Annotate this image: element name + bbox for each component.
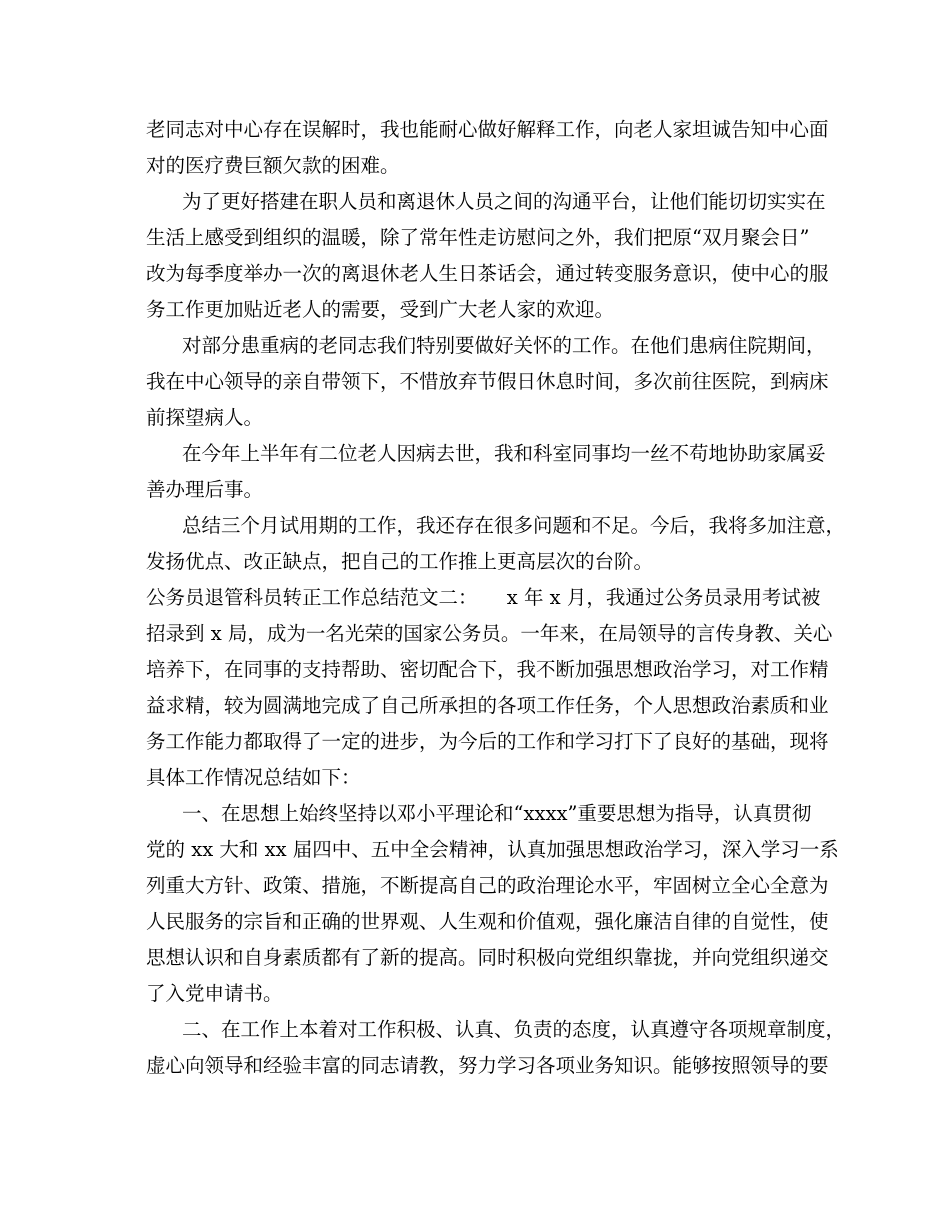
text-line: 培养下，在同事的支持帮助、密切配合下，我不断加强思想政治学习，对工作精 [146,658,829,681]
text-line: 招录到 x 局，成为一名光荣的国家公务员。一年来，在局领导的言传身教、关心 [146,622,833,645]
paragraph-first-line: 总结三个月试用期的工作，我还存在很多问题和不足。今后，我将多加注意， [182,514,846,537]
paragraph-first-line: 为了更好搭建在职人员和离退休人员之间的沟通平台，让他们能切切实实在 [182,190,826,213]
paragraph-first-line: 在今年上半年有二位老人因病去世，我和科室同事均一丝不苟地协助家属妥 [182,442,826,465]
text-line: 务工作更加贴近老人的需要，受到广大老人家的欢迎。 [146,298,615,321]
section-heading-line: 公务员退管科员转正工作总结范文二： x 年 x 月，我通过公务员录用考试被 [146,586,821,609]
text-line: 益求精，较为圆满地完成了自己所承担的各项工作任务，个人思想政治素质和业 [146,694,829,717]
text-line: 生活上感受到组织的温暖，除了常年性走访慰问之外，我们把原“双月聚会日” [146,226,810,249]
text-line: 虚心向领导和经验丰富的同志请教，努力学习各项业务知识。能够按照领导的要 [146,1054,829,1077]
text-line: 发扬优点、改正缺点，把自己的工作推上更高层次的台阶。 [146,550,654,573]
paragraph-first-line: 二、在工作上本着对工作积极、认真、负责的态度，认真遵守各项规章制度， [182,1018,846,1041]
text-line: 人民服务的宗旨和正确的世界观、人生观和价值观，强化廉洁自律的自觉性，使 [146,910,829,933]
paragraph-first-line: 一、在思想上始终坚持以邓小平理论和“xxxx”重要思想为指导，认真贯彻 [182,802,812,825]
text-line: 思想认识和自身素质都有了新的提高。同时积极向党组织靠拢，并向党组织递交 [146,946,829,969]
text-line: 我在中心领导的亲自带领下，不惜放弃节假日休息时间，多次前往医院，到病床 [146,370,829,393]
text-line: 具体工作情况总结如下： [146,766,361,789]
paragraph-first-line: 对部分患重病的老同志我们特别要做好关怀的工作。在他们患病住院期间， [182,334,826,357]
text-line: 列重大方针、政策、措施，不断提高自己的政治理论水平，牢固树立全心全意为 [146,874,829,897]
text-line: 党的 xx 大和 xx 届四中、五中全会精神，认真加强思想政治学习，深入学习一系 [146,838,839,861]
text-line: 前探望病人。 [146,406,264,429]
text-line: 改为每季度举办一次的离退休老人生日茶话会，通过转变服务意识，使中心的服 [146,262,829,285]
text-line: 对的医疗费巨额欠款的困难。 [146,154,400,177]
text-line: 老同志对中心存在误解时，我也能耐心做好解释工作，向老人家坦诚告知中心面 [146,118,829,141]
text-line: 务工作能力都取得了一定的进步，为今后的工作和学习打下了良好的基础，现将 [146,730,829,753]
text-line: 了入党申请书。 [146,982,283,1005]
text-line: 善办理后事。 [146,478,264,501]
